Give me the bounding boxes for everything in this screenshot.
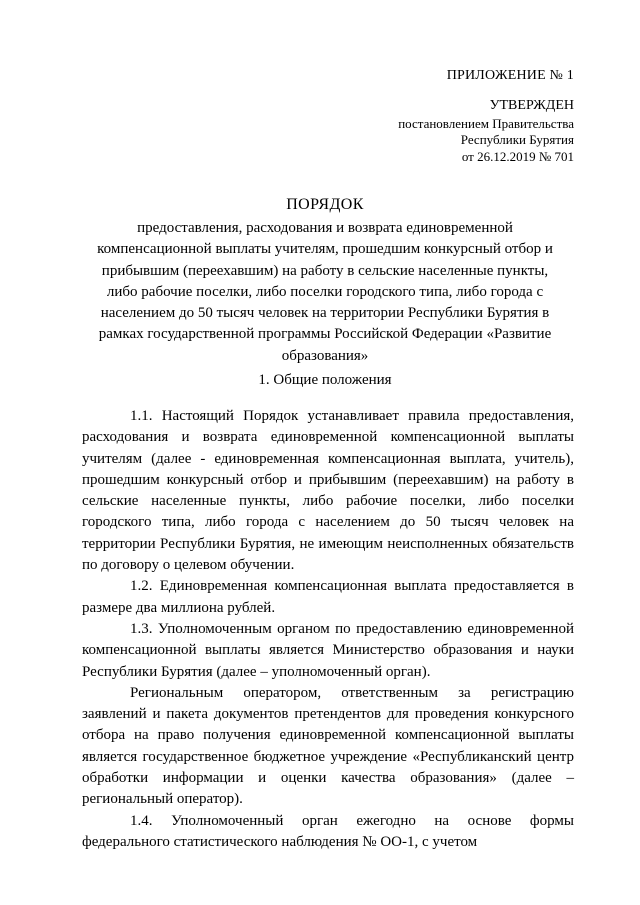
approved-date: от 26.12.2019 № 701	[461, 148, 574, 164]
approved-label: УТВЕРЖДЕН	[489, 98, 574, 113]
approved-by-line-2: Республики Бурятия	[460, 132, 574, 147]
approval-stamp	[398, 98, 574, 165]
paragraph-1-1: 1.1. Настоящий Порядок устанавливает правила предоставления, расходования и возврата единовременной компенсационной выплаты учителям (далее - единовременная компенсационная выплата, учитель), прошедшим конкурсный отбор и прибывшим (переехавшим) на работу в сельские населенные пункты, либо рабочие поселки, либо поселки городского типа, либо города с населением до 50 тысяч человек на территории Республики Бурятия, не имеющим неисполненных обязательств по договору о целевом обучении.	[82, 408, 574, 574]
approved-by-line-1: постановлением Правительства	[398, 115, 574, 131]
paragraph-1-3: 1.3. Уполномоченным органом по предоставлению единовременной компенсационной выплаты является Министерство образования и науки Республики Бурятия (далее – уполномоченный орган).	[82, 620, 574, 680]
document-title: ПОРЯДОК	[286, 196, 364, 213]
appendix-label: ПРИЛОЖЕНИЕ № 1	[446, 68, 574, 83]
document-body	[82, 406, 574, 853]
paragraph-1-2: 1.2. Единовременная компенсационная выплата предоставляется в размере два миллиона рублей.	[82, 578, 574, 616]
document-subtitle: предоставления, расходования и возврата единовременной компенсационной выплаты учителям, прошедшим конкурсный отбор и прибывшим (переехавшим) на работу в сельские населенные пункты, либо рабочие поселки, либо поселки городского типа, либо города с населением до 50 тысяч человек на территории Республики Бурятия в рамках государственной программы Российской Федерации «Развитие образования»	[97, 220, 553, 364]
section-heading: 1. Общие положения	[258, 372, 392, 388]
paragraph-1-4: 1.4. Уполномоченный орган ежегодно на основе формы федерального статистического наблюдения № ОО-1, с учетом	[82, 812, 574, 850]
paragraph-regional-operator: Региональным оператором, ответственным за регистрацию заявлений и пакета документов претендентов для проведения конкурсного отбора на право получения единовременной компенсационной выплаты является государственное бюджетное учреждение «Республиканский центр обработки информации и оценки качества образования» (далее – региональный оператор).	[82, 684, 574, 808]
document-title-block	[90, 196, 560, 367]
